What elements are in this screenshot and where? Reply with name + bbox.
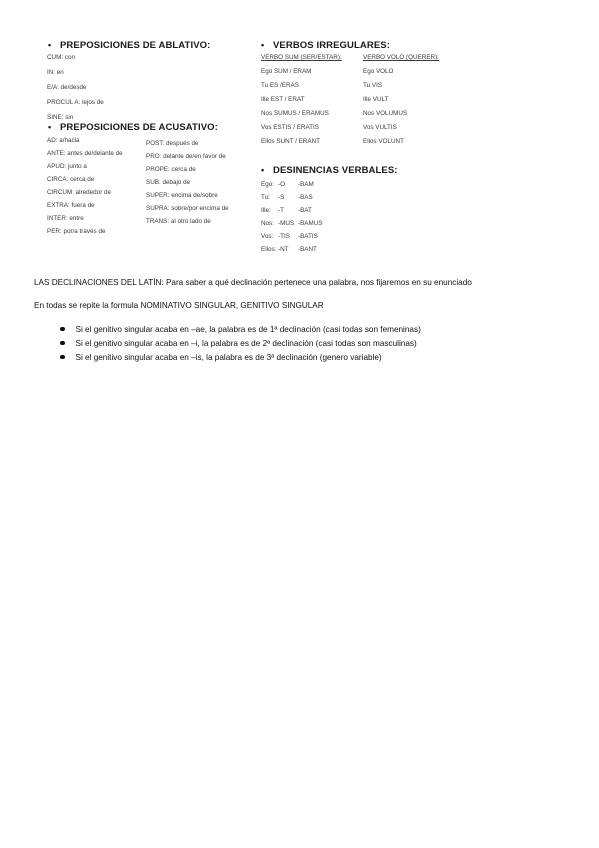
list-item: TRANS: al otro lado de	[146, 218, 211, 225]
table-cell: Ille:	[261, 207, 271, 214]
verbos-heading: • VERBOS IRREGULARES:	[261, 40, 390, 51]
table-cell: -T	[278, 207, 284, 214]
list-item: ANTE: antes de/delante de	[47, 150, 123, 157]
list-item: E/A: de/desde	[47, 84, 87, 91]
table-cell: -S	[278, 194, 285, 201]
list-item: PROCUL A: lejos de	[47, 99, 104, 106]
list-item: Ille EST / ERAT	[261, 96, 305, 103]
list-item: CUM: con	[47, 54, 75, 61]
list-item: Si el genitivo singular acaba en –ae, la palabra es de 1ª declinación (casi todas son femeninas)	[60, 322, 421, 336]
declinaciones-bullets	[60, 322, 421, 364]
list-item: Si el genitivo singular acaba en –is, la palabra es de 3ª declinación (genero variable)	[60, 350, 421, 364]
list-item: APUD: junto a	[47, 163, 87, 170]
list-item: PER: por/a través de	[47, 228, 106, 235]
table-cell: Nos:	[261, 220, 274, 227]
list-item: Nos SUMUS / ERAMUS	[261, 110, 329, 117]
bullet-icon	[60, 341, 65, 346]
list-item: PRO: delante de/en favor de	[146, 153, 226, 160]
bullet-icon: •	[48, 40, 52, 50]
list-item: EXTRA: fuera de	[47, 202, 95, 209]
list-item: IN: en	[47, 69, 64, 76]
bullet-icon: •	[48, 122, 52, 132]
acusativo-list-right	[146, 140, 229, 231]
verbo-sum-header: VERBO SUM (SER/ESTAR):	[261, 54, 342, 61]
acusativo-heading: • PREPOSICIONES DE ACUSATIVO:	[48, 122, 218, 133]
list-item: PROPE: cerca de	[146, 166, 196, 173]
bullet-icon	[60, 327, 65, 332]
list-item: SUB: debajo de	[146, 179, 191, 186]
table-cell: Vos:	[261, 233, 274, 240]
list-item: Tu ES /ERAS	[261, 82, 299, 89]
verbo-volo-header: VERBO VOLO (QUERER):	[363, 54, 439, 61]
desinencias-table	[261, 178, 328, 256]
table-cell: Tu:	[261, 194, 270, 201]
list-item: INTER: entre	[47, 215, 84, 222]
table-cell: Ego:	[261, 181, 274, 188]
table-cell: -BAM	[298, 181, 314, 188]
table-cell: -BATIS	[298, 233, 318, 240]
list-item: CIRCUM: alrededor de	[47, 189, 112, 196]
list-item: Ego VOLO	[363, 68, 394, 75]
table-cell: -BANT	[298, 246, 317, 253]
acusativo-list-left	[47, 137, 123, 241]
list-item: Nos VOLUMUS	[363, 110, 408, 117]
list-item: Vos VULTIS	[363, 124, 397, 131]
list-item: SINE: sin	[47, 114, 74, 121]
list-item: Ego SUM / ERAM	[261, 68, 312, 75]
list-item: Vos ESTIS / ERATIS	[261, 124, 319, 131]
list-item: Ellos SUNT / ERANT	[261, 138, 321, 145]
table-cell: -NT	[278, 246, 289, 253]
list-item: Si el genitivo singular acaba en –i, la palabra es de 2ª declinación (casi todas son masculinas)	[60, 336, 421, 350]
table-cell: -TIS	[278, 233, 290, 240]
list-item: POST: después de	[146, 140, 199, 147]
list-item: AD: a/hacia	[47, 137, 80, 144]
ablativo-heading: • PREPOSICIONES DE ABLATIVO:	[48, 40, 211, 51]
verbo-volo-column	[363, 54, 439, 152]
verbo-sum-column	[261, 54, 342, 152]
table-cell: -BAS	[298, 194, 313, 201]
list-item: SUPER: encima de/sobre	[146, 192, 218, 199]
declinaciones-formula: En todas se repite la formula NOMINATIVO SINGULAR, GENITIVO SINGULAR	[34, 301, 324, 310]
ablativo-list	[47, 54, 104, 129]
table-cell: -BAT	[298, 207, 312, 214]
table-cell: -BAMUS	[298, 220, 323, 227]
bullet-icon: •	[261, 165, 265, 175]
bullet-icon	[60, 355, 65, 360]
declinaciones-intro: LAS DECLINACIONES DEL LATÍN: Para saber a qué declinación pertenece una palabra, nos fijaremos en su enunciado	[34, 278, 472, 287]
list-item: CIRCA: cerca de	[47, 176, 95, 183]
list-item: Tu VIS	[363, 82, 383, 89]
bullet-icon: •	[261, 40, 265, 50]
list-item: Ille VULT	[363, 96, 389, 103]
table-cell: -O	[278, 181, 285, 188]
list-item: Ellos VOLUNT	[363, 138, 404, 145]
desinencias-heading: • DESINENCIAS VERBALES:	[261, 165, 398, 176]
table-cell: Ellos:	[261, 246, 277, 253]
table-cell: -MUS	[278, 220, 295, 227]
list-item: SUPRA: sobre/por encima de	[146, 205, 229, 212]
